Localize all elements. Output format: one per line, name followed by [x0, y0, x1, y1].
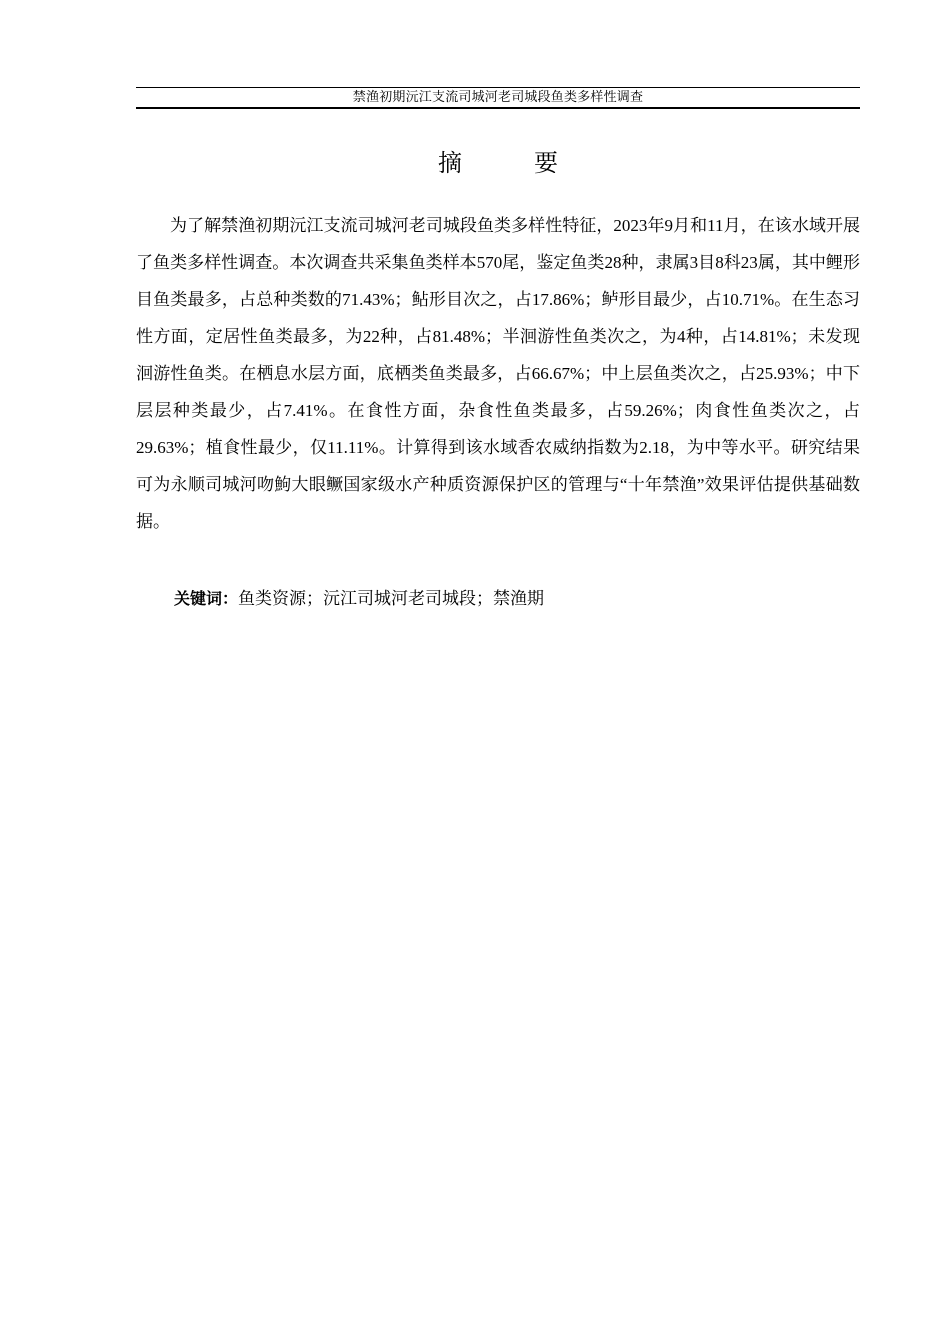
keywords-line — [136, 580, 860, 617]
running-header-title: 禁渔初期沅江支流司城河老司城段鱼类多样性调查 — [352, 90, 644, 105]
abstract-body: 为了解禁渔初期沅江支流司城河老司城段鱼类多样性特征，2023年9月和11月，在该水域开展了鱼类多样性调查。本次调查共采集鱼类样本570尾，鉴定鱼类28种，隶属3目8科23属，其中鲤形目鱼类最多，占总种类数的71.43%；鲇形目次之，占17.86%；鲈形目最少，占10.71%。在生态习性方面，定居性鱼类最多，为22种，占81.48%；半洄游性鱼类次之，为4种，占14.81%；未发现洄游性鱼类。在栖息水层方面，底栖类鱼类最多，占66.67%；中上层鱼类次之，占25.93%；中下层层种类最少，占7.41%。在食性方面，杂食性鱼类最多，占59.26%；肉食性鱼类次之，占29.63%；植食性最少，仅11.11%。计算得到该水域香农威纳指数为2.18，为中等水平。研究结果可为永顺司城河吻鮈大眼鳜国家级水产种质资源保护区的管理与“十年禁渔”效果评估提供基础数据。 — [136, 216, 860, 531]
keywords-value: 鱼类资源；沅江司城河老司城段；禁渔期 — [238, 589, 545, 608]
running-header — [136, 87, 860, 109]
keywords-label: 关键词： — [174, 589, 239, 608]
abstract-title: 摘 要 — [438, 149, 582, 177]
